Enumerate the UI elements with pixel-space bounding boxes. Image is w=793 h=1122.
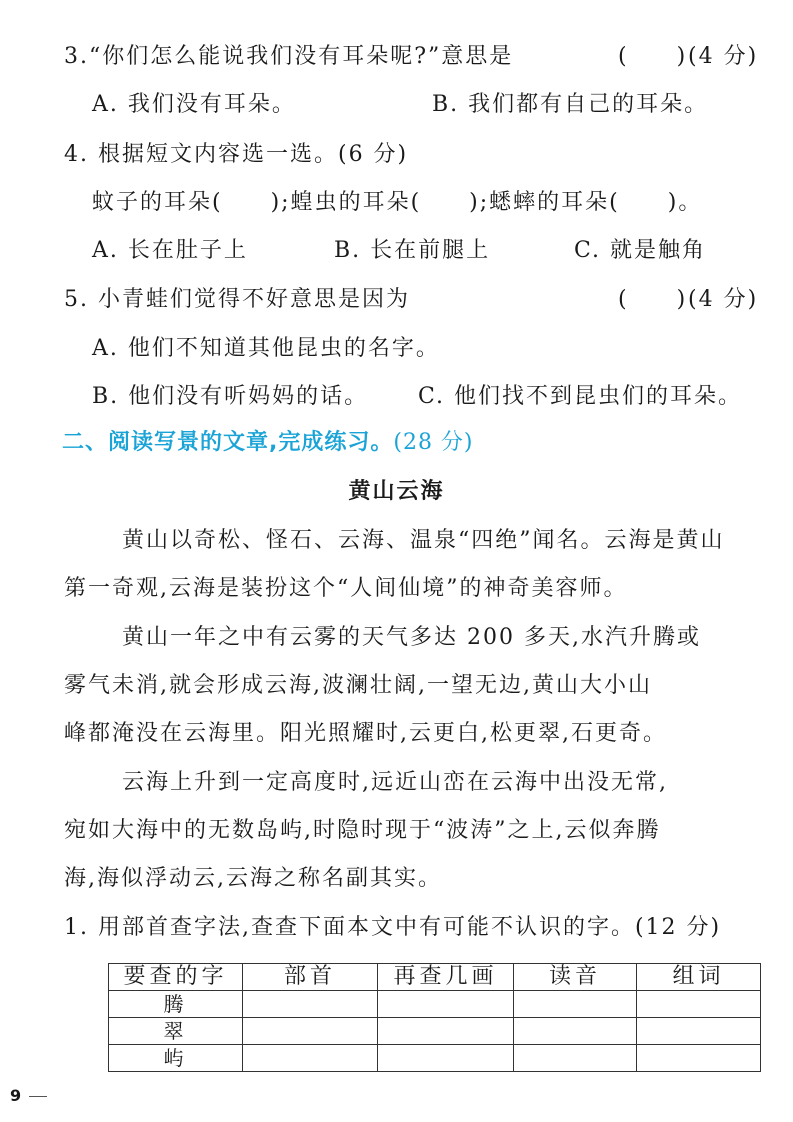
passage-line: 黄山以奇松、怪石、云海、温泉“四绝”闻名。云海是黄山 — [122, 528, 725, 553]
table-cell-blank[interactable] — [378, 991, 514, 1018]
q4-option-a: A. 长在肚子上 — [92, 238, 248, 263]
q3-option-a: A. 我们没有耳朵。 — [92, 92, 296, 117]
table-cell-blank[interactable] — [514, 991, 637, 1018]
q4-text: 4. 根据短文内容选一选。(6 分) — [64, 142, 409, 167]
table-row — [109, 1018, 761, 1045]
q5-points: (4 分) — [688, 287, 759, 312]
table-cell-char: 屿 — [109, 1045, 243, 1072]
q5-option-a: A. 他们不知道其他昆虫的名字。 — [92, 336, 440, 361]
table-cell-blank[interactable] — [637, 1018, 761, 1045]
table-cell-blank[interactable] — [243, 991, 378, 1018]
section-heading — [62, 428, 474, 458]
table-header: 要查的字 — [109, 964, 243, 991]
table-header: 部首 — [243, 964, 378, 991]
q5-blank[interactable]: ( ) — [618, 287, 688, 312]
q5-text: 5. 小青蛙们觉得不好意思是因为 — [64, 287, 410, 312]
table-header: 读音 — [514, 964, 637, 991]
passage-line: 峰都淹没在云海里。阳光照耀时,云更白,松更翠,石更奇。 — [64, 721, 667, 746]
passage-line: 云海上升到一定高度时,远近山峦在云海中出没无常, — [122, 770, 668, 795]
passage-line: 雾气未消,就会形成云海,波澜壮阔,一望无边,黄山大小山 — [64, 673, 652, 698]
table-row — [109, 1045, 761, 1072]
table-cell-blank[interactable] — [514, 1018, 637, 1045]
table-row — [109, 991, 761, 1018]
table-cell-blank[interactable] — [637, 1045, 761, 1072]
section-heading-text: 二、阅读写景的文章,完成练习。 — [62, 430, 394, 455]
table-cell-blank[interactable] — [243, 1045, 378, 1072]
q4-option-b: B. 长在前腿上 — [334, 238, 491, 263]
q5-option-c: C. 他们找不到昆虫们的耳朵。 — [418, 384, 743, 409]
sq1-text: 1. 用部首查字法,查查下面本文中有可能不认识的字。(12 分) — [64, 915, 722, 940]
table-header: 组词 — [637, 964, 761, 991]
passage-line: 海,海似浮动云,云海之称名副其实。 — [64, 866, 442, 891]
section-heading-points: (28 分) — [393, 430, 474, 455]
table-cell-blank[interactable] — [637, 991, 761, 1018]
q3-option-b: B. 我们都有自己的耳朵。 — [432, 92, 709, 117]
passage-line: 黄山一年之中有云雾的天气多达 200 多天,水汽升腾或 — [122, 625, 701, 650]
table-cell-blank[interactable] — [378, 1045, 514, 1072]
lookup-table — [108, 963, 761, 1072]
passage-line: 第一奇观,云海是装扮这个“人间仙境”的神奇美容师。 — [64, 576, 628, 601]
page-footer — [10, 1086, 47, 1105]
q3-text: 3.“你们怎么能说我们没有耳朵呢?”意思是 — [64, 44, 514, 69]
table-cell-char: 腾 — [109, 991, 243, 1018]
q3-points: (4 分) — [688, 44, 759, 69]
q5-option-b: B. 他们没有听妈妈的话。 — [92, 384, 369, 409]
table-cell-blank[interactable] — [243, 1018, 378, 1045]
table-cell-blank[interactable] — [378, 1018, 514, 1045]
table-header: 再查几画 — [378, 964, 514, 991]
table-cell-char: 翠 — [109, 1018, 243, 1045]
page-number: 9 — [10, 1086, 22, 1105]
table-header-row — [109, 964, 761, 991]
passage-line: 宛如大海中的无数岛屿,时隐时现于“波涛”之上,云似奔腾 — [64, 818, 661, 843]
q3-blank[interactable]: ( ) — [618, 44, 688, 69]
footer-dash — [29, 1096, 47, 1097]
passage-title: 黄山云海 — [348, 479, 445, 504]
q4-option-c: C. 就是触角 — [574, 238, 707, 263]
q4-fill: 蚊子的耳朵( );蝗虫的耳朵( );蟋蟀的耳朵( )。 — [92, 190, 703, 215]
table-cell-blank[interactable] — [514, 1045, 637, 1072]
